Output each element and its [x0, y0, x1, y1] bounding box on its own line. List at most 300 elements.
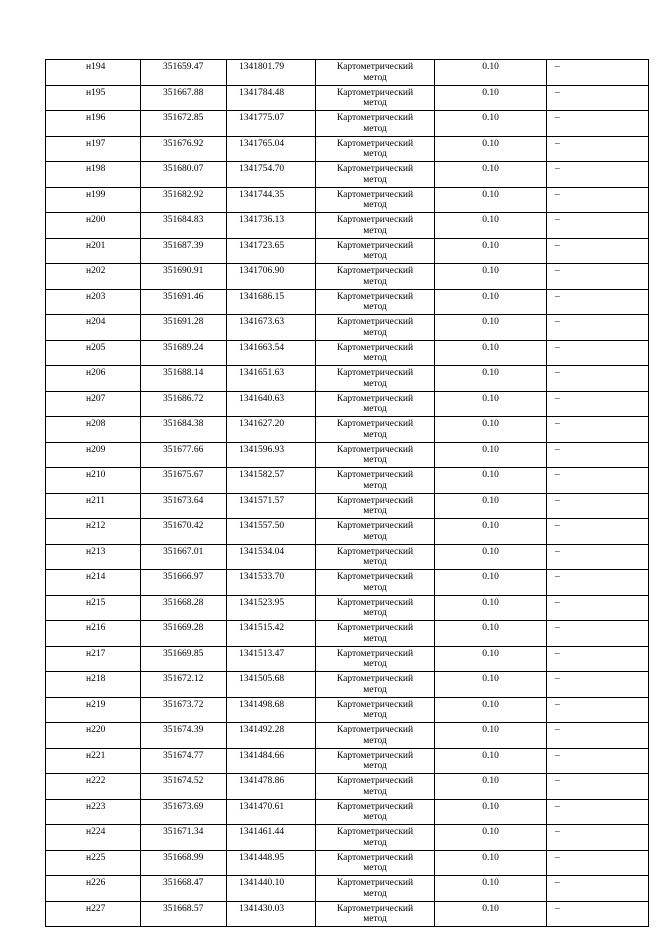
- note-cell: [547, 544, 649, 570]
- note-cell: [547, 850, 649, 876]
- note-cell: [547, 85, 649, 111]
- x-coordinate-cell: [141, 544, 227, 570]
- method-cell: [316, 315, 435, 341]
- point-name-cell: [46, 136, 141, 162]
- accuracy-text: 0.10: [482, 699, 499, 710]
- point-name-text: н218: [86, 674, 106, 684]
- note-cell: [547, 774, 649, 800]
- accuracy-cell: [435, 366, 547, 392]
- point-name-text: н214: [86, 572, 106, 582]
- method-line-2: метод: [363, 429, 387, 440]
- method-line-2: метод: [363, 659, 387, 669]
- note-cell: [547, 391, 649, 417]
- y-coordinate-text: 1341775.07: [239, 113, 285, 123]
- method-cell: [316, 850, 435, 876]
- note-text: –: [555, 699, 560, 710]
- accuracy-text: 0.10: [482, 903, 499, 914]
- point-name-cell: [46, 901, 141, 927]
- table-row: [46, 799, 649, 825]
- y-coordinate-cell: [227, 570, 316, 596]
- note-text: –: [555, 419, 560, 429]
- accuracy-cell: [435, 136, 547, 162]
- method-line-1: Картометрический: [336, 623, 414, 633]
- method-line-2: метод: [363, 633, 387, 644]
- table-row: [46, 646, 649, 672]
- method-line-1: Картометрический: [336, 725, 414, 735]
- method-cell: [316, 264, 435, 290]
- note-cell: [547, 238, 649, 264]
- x-coordinate-cell: [141, 646, 227, 672]
- y-coordinate-cell: [227, 391, 316, 417]
- point-name-text: н206: [86, 368, 106, 378]
- y-coordinate-text: 1341448.95: [239, 852, 285, 863]
- note-cell: [547, 213, 649, 239]
- accuracy-text: 0.10: [482, 164, 499, 174]
- method-cell: [316, 595, 435, 621]
- note-text: –: [555, 62, 560, 72]
- method-line-2: метод: [363, 378, 387, 389]
- method-cell: [316, 442, 435, 468]
- x-coordinate-text: 351689.24: [163, 342, 204, 353]
- note-text: –: [555, 87, 560, 98]
- x-coordinate-cell: [141, 697, 227, 723]
- x-coordinate-text: 351691.28: [163, 317, 204, 327]
- y-coordinate-cell: [227, 187, 316, 213]
- x-coordinate-cell: [141, 672, 227, 698]
- point-name-cell: [46, 340, 141, 366]
- accuracy-text: 0.10: [482, 87, 499, 98]
- y-coordinate-text: 1341557.50: [239, 521, 285, 531]
- method-line-1: Картометрический: [336, 852, 414, 863]
- point-name-cell: [46, 264, 141, 290]
- accuracy-cell: [435, 213, 547, 239]
- accuracy-text: 0.10: [482, 495, 499, 506]
- method-line-2: метод: [363, 506, 387, 516]
- y-coordinate-cell: [227, 238, 316, 264]
- point-name-cell: [46, 417, 141, 443]
- note-text: –: [555, 393, 560, 404]
- accuracy-cell: [435, 723, 547, 749]
- y-coordinate-cell: [227, 850, 316, 876]
- table-row: [46, 850, 649, 876]
- y-coordinate-text: 1341801.79: [239, 62, 285, 72]
- method-line-1: Картометрический: [336, 495, 414, 506]
- method-line-2: метод: [363, 710, 387, 720]
- table-row: [46, 213, 649, 239]
- method-line-2: метод: [363, 455, 387, 465]
- method-line-1: Картометрический: [336, 266, 414, 276]
- method-line-1: Картометрический: [336, 801, 414, 812]
- method-line-1: Картометрический: [336, 62, 414, 72]
- y-coordinate-text: 1341784.48: [239, 87, 285, 98]
- method-line-1: Картометрический: [336, 546, 414, 557]
- x-coordinate-cell: [141, 723, 227, 749]
- accuracy-text: 0.10: [482, 113, 499, 123]
- method-cell: [316, 340, 435, 366]
- accuracy-cell: [435, 519, 547, 545]
- accuracy-text: 0.10: [482, 648, 499, 659]
- method-line-2: метод: [363, 914, 387, 924]
- method-line-2: метод: [363, 174, 387, 185]
- table-row: [46, 187, 649, 213]
- point-name-text: н205: [86, 342, 106, 353]
- x-coordinate-text: 351672.85: [163, 113, 204, 123]
- point-name-text: н195: [86, 87, 106, 98]
- y-coordinate-text: 1341478.86: [239, 776, 285, 786]
- accuracy-text: 0.10: [482, 62, 499, 72]
- accuracy-cell: [435, 544, 547, 570]
- point-name-cell: [46, 315, 141, 341]
- method-line-1: Картометрический: [336, 291, 414, 302]
- method-line-2: метод: [363, 531, 387, 542]
- method-line-2: метод: [363, 480, 387, 491]
- point-name-text: н221: [86, 750, 106, 761]
- x-coordinate-text: 351668.47: [163, 878, 204, 888]
- method-line-1: Картометрический: [336, 903, 414, 914]
- y-coordinate-cell: [227, 697, 316, 723]
- y-coordinate-cell: [227, 442, 316, 468]
- point-name-cell: [46, 646, 141, 672]
- point-name-cell: [46, 825, 141, 851]
- method-cell: [316, 672, 435, 698]
- note-cell: [547, 646, 649, 672]
- note-text: –: [555, 546, 560, 557]
- note-text: –: [555, 776, 560, 786]
- method-cell: [316, 774, 435, 800]
- accuracy-cell: [435, 901, 547, 927]
- x-coordinate-text: 351659.47: [163, 62, 204, 72]
- table-row: [46, 417, 649, 443]
- point-name-text: н213: [86, 546, 106, 557]
- note-cell: [547, 315, 649, 341]
- point-name-text: н203: [86, 291, 106, 302]
- x-coordinate-cell: [141, 799, 227, 825]
- y-coordinate-text: 1341534.04: [239, 546, 285, 557]
- y-coordinate-text: 1341640.63: [239, 393, 285, 404]
- point-name-text: н196: [86, 113, 106, 123]
- method-cell: [316, 417, 435, 443]
- point-name-cell: [46, 850, 141, 876]
- x-coordinate-text: 351667.88: [163, 87, 204, 98]
- x-coordinate-text: 351687.39: [163, 240, 204, 251]
- y-coordinate-cell: [227, 621, 316, 647]
- point-name-cell: [46, 595, 141, 621]
- method-line-2: метод: [363, 735, 387, 746]
- note-cell: [547, 595, 649, 621]
- note-cell: [547, 799, 649, 825]
- x-coordinate-text: 351690.91: [163, 266, 204, 276]
- y-coordinate-text: 1341571.57: [239, 495, 285, 506]
- method-cell: [316, 468, 435, 494]
- method-cell: [316, 85, 435, 111]
- note-text: –: [555, 725, 560, 735]
- point-name-text: н226: [86, 878, 106, 888]
- method-line-2: метод: [363, 684, 387, 695]
- table-row: [46, 60, 649, 86]
- x-coordinate-cell: [141, 136, 227, 162]
- accuracy-cell: [435, 111, 547, 137]
- x-coordinate-cell: [141, 901, 227, 927]
- method-line-2: метод: [363, 302, 387, 312]
- point-name-text: н209: [86, 444, 106, 455]
- y-coordinate-cell: [227, 213, 316, 239]
- note-text: –: [555, 878, 560, 888]
- accuracy-cell: [435, 774, 547, 800]
- y-coordinate-text: 1341627.20: [239, 419, 285, 429]
- method-line-1: Картометрический: [336, 189, 414, 200]
- accuracy-text: 0.10: [482, 444, 499, 455]
- note-cell: [547, 366, 649, 392]
- accuracy-cell: [435, 850, 547, 876]
- point-name-cell: [46, 289, 141, 315]
- note-cell: [547, 442, 649, 468]
- note-text: –: [555, 470, 560, 480]
- x-coordinate-cell: [141, 85, 227, 111]
- table-row: [46, 697, 649, 723]
- method-line-1: Картометрический: [336, 215, 414, 225]
- y-coordinate-cell: [227, 519, 316, 545]
- x-coordinate-text: 351668.28: [163, 597, 204, 608]
- accuracy-text: 0.10: [482, 623, 499, 633]
- y-coordinate-cell: [227, 417, 316, 443]
- accuracy-text: 0.10: [482, 750, 499, 761]
- x-coordinate-text: 351672.12: [163, 674, 204, 684]
- method-line-1: Картометрический: [336, 776, 414, 786]
- coordinates-table: [45, 59, 649, 927]
- table-row: [46, 315, 649, 341]
- method-line-1: Картометрический: [336, 87, 414, 98]
- point-name-cell: [46, 672, 141, 698]
- note-text: –: [555, 852, 560, 863]
- table-row: [46, 238, 649, 264]
- y-coordinate-text: 1341673.63: [239, 317, 285, 327]
- accuracy-text: 0.10: [482, 597, 499, 608]
- point-name-text: н207: [86, 393, 106, 404]
- x-coordinate-text: 351686.72: [163, 393, 204, 404]
- note-text: –: [555, 674, 560, 684]
- accuracy-cell: [435, 748, 547, 774]
- table-row: [46, 876, 649, 902]
- point-name-cell: [46, 111, 141, 137]
- method-line-1: Картометрический: [336, 648, 414, 659]
- accuracy-text: 0.10: [482, 546, 499, 557]
- point-name-text: н223: [86, 801, 106, 812]
- accuracy-cell: [435, 391, 547, 417]
- method-cell: [316, 366, 435, 392]
- y-coordinate-text: 1341523.95: [239, 597, 285, 608]
- x-coordinate-text: 351674.39: [163, 725, 204, 735]
- note-cell: [547, 417, 649, 443]
- note-text: –: [555, 266, 560, 276]
- y-coordinate-text: 1341430.03: [239, 903, 285, 914]
- point-name-cell: [46, 162, 141, 188]
- x-coordinate-cell: [141, 213, 227, 239]
- point-name-text: н225: [86, 852, 106, 863]
- table-row: [46, 519, 649, 545]
- point-name-text: н217: [86, 648, 106, 659]
- point-name-cell: [46, 442, 141, 468]
- y-coordinate-cell: [227, 723, 316, 749]
- point-name-cell: [46, 799, 141, 825]
- method-line-2: метод: [363, 557, 387, 567]
- note-cell: [547, 901, 649, 927]
- y-coordinate-cell: [227, 901, 316, 927]
- method-cell: [316, 60, 435, 86]
- accuracy-cell: [435, 876, 547, 902]
- y-coordinate-cell: [227, 799, 316, 825]
- y-coordinate-cell: [227, 111, 316, 137]
- x-coordinate-cell: [141, 519, 227, 545]
- note-cell: [547, 493, 649, 519]
- method-cell: [316, 238, 435, 264]
- y-coordinate-cell: [227, 672, 316, 698]
- accuracy-cell: [435, 799, 547, 825]
- note-text: –: [555, 189, 560, 200]
- x-coordinate-text: 351668.57: [163, 903, 204, 914]
- method-cell: [316, 519, 435, 545]
- x-coordinate-text: 351684.83: [163, 215, 204, 225]
- y-coordinate-cell: [227, 468, 316, 494]
- x-coordinate-cell: [141, 621, 227, 647]
- y-coordinate-text: 1341744.35: [239, 189, 285, 200]
- note-text: –: [555, 113, 560, 123]
- table-row: [46, 672, 649, 698]
- point-name-cell: [46, 213, 141, 239]
- note-cell: [547, 748, 649, 774]
- note-cell: [547, 876, 649, 902]
- method-line-1: Картометрический: [336, 393, 414, 404]
- x-coordinate-text: 351674.52: [163, 776, 204, 786]
- point-name-text: н227: [86, 903, 106, 914]
- note-text: –: [555, 342, 560, 353]
- accuracy-text: 0.10: [482, 878, 499, 888]
- method-cell: [316, 825, 435, 851]
- y-coordinate-cell: [227, 774, 316, 800]
- note-text: –: [555, 623, 560, 633]
- method-cell: [316, 723, 435, 749]
- table-row: [46, 468, 649, 494]
- accuracy-cell: [435, 570, 547, 596]
- note-text: –: [555, 368, 560, 378]
- method-line-2: метод: [363, 123, 387, 134]
- y-coordinate-text: 1341754.70: [239, 164, 285, 174]
- note-cell: [547, 187, 649, 213]
- method-line-2: метод: [363, 149, 387, 159]
- x-coordinate-text: 351682.92: [163, 189, 204, 200]
- x-coordinate-cell: [141, 595, 227, 621]
- method-cell: [316, 901, 435, 927]
- method-cell: [316, 111, 435, 137]
- method-line-2: метод: [363, 251, 387, 261]
- accuracy-text: 0.10: [482, 138, 499, 149]
- accuracy-text: 0.10: [482, 801, 499, 812]
- table-row: [46, 570, 649, 596]
- table-row: [46, 825, 649, 851]
- point-name-cell: [46, 391, 141, 417]
- x-coordinate-text: 351666.97: [163, 572, 204, 582]
- y-coordinate-cell: [227, 748, 316, 774]
- y-coordinate-cell: [227, 493, 316, 519]
- note-cell: [547, 468, 649, 494]
- note-cell: [547, 697, 649, 723]
- accuracy-cell: [435, 595, 547, 621]
- note-text: –: [555, 215, 560, 225]
- x-coordinate-text: 351673.69: [163, 801, 204, 812]
- method-line-2: метод: [363, 327, 387, 338]
- accuracy-cell: [435, 468, 547, 494]
- y-coordinate-cell: [227, 876, 316, 902]
- accuracy-text: 0.10: [482, 393, 499, 404]
- table-row: [46, 391, 649, 417]
- x-coordinate-cell: [141, 187, 227, 213]
- method-line-1: Картометрический: [336, 113, 414, 123]
- method-cell: [316, 162, 435, 188]
- accuracy-cell: [435, 417, 547, 443]
- method-cell: [316, 493, 435, 519]
- x-coordinate-cell: [141, 442, 227, 468]
- table-body: [46, 60, 649, 927]
- method-line-1: Картометрический: [336, 368, 414, 378]
- x-coordinate-cell: [141, 876, 227, 902]
- table-row: [46, 595, 649, 621]
- accuracy-text: 0.10: [482, 240, 499, 251]
- y-coordinate-cell: [227, 595, 316, 621]
- y-coordinate-text: 1341492.28: [239, 725, 285, 735]
- method-line-1: Картометрический: [336, 444, 414, 455]
- x-coordinate-text: 351667.01: [163, 546, 204, 557]
- point-name-text: н216: [86, 623, 106, 633]
- method-line-1: Картометрический: [336, 521, 414, 531]
- y-coordinate-text: 1341515.42: [239, 623, 285, 633]
- note-text: –: [555, 444, 560, 455]
- y-coordinate-cell: [227, 366, 316, 392]
- y-coordinate-text: 1341651.63: [239, 368, 285, 378]
- y-coordinate-text: 1341596.93: [239, 444, 285, 455]
- note-cell: [547, 111, 649, 137]
- note-text: –: [555, 572, 560, 582]
- point-name-text: н197: [86, 138, 106, 149]
- method-cell: [316, 544, 435, 570]
- y-coordinate-text: 1341533.70: [239, 572, 285, 582]
- x-coordinate-cell: [141, 162, 227, 188]
- x-coordinate-cell: [141, 238, 227, 264]
- method-line-2: метод: [363, 225, 387, 236]
- method-line-1: Картометрический: [336, 240, 414, 251]
- accuracy-text: 0.10: [482, 572, 499, 582]
- note-cell: [547, 723, 649, 749]
- point-name-cell: [46, 60, 141, 86]
- point-name-text: н199: [86, 189, 106, 200]
- point-name-cell: [46, 697, 141, 723]
- y-coordinate-text: 1341663.54: [239, 342, 285, 353]
- accuracy-text: 0.10: [482, 521, 499, 531]
- method-line-1: Картометрический: [336, 138, 414, 149]
- accuracy-text: 0.10: [482, 827, 499, 837]
- accuracy-cell: [435, 264, 547, 290]
- point-name-cell: [46, 544, 141, 570]
- table-row: [46, 136, 649, 162]
- accuracy-cell: [435, 697, 547, 723]
- y-coordinate-cell: [227, 825, 316, 851]
- accuracy-cell: [435, 340, 547, 366]
- note-cell: [547, 162, 649, 188]
- x-coordinate-cell: [141, 289, 227, 315]
- point-name-text: н219: [86, 699, 106, 710]
- x-coordinate-text: 351675.67: [163, 470, 204, 480]
- note-cell: [547, 289, 649, 315]
- y-coordinate-cell: [227, 162, 316, 188]
- table-row: [46, 621, 649, 647]
